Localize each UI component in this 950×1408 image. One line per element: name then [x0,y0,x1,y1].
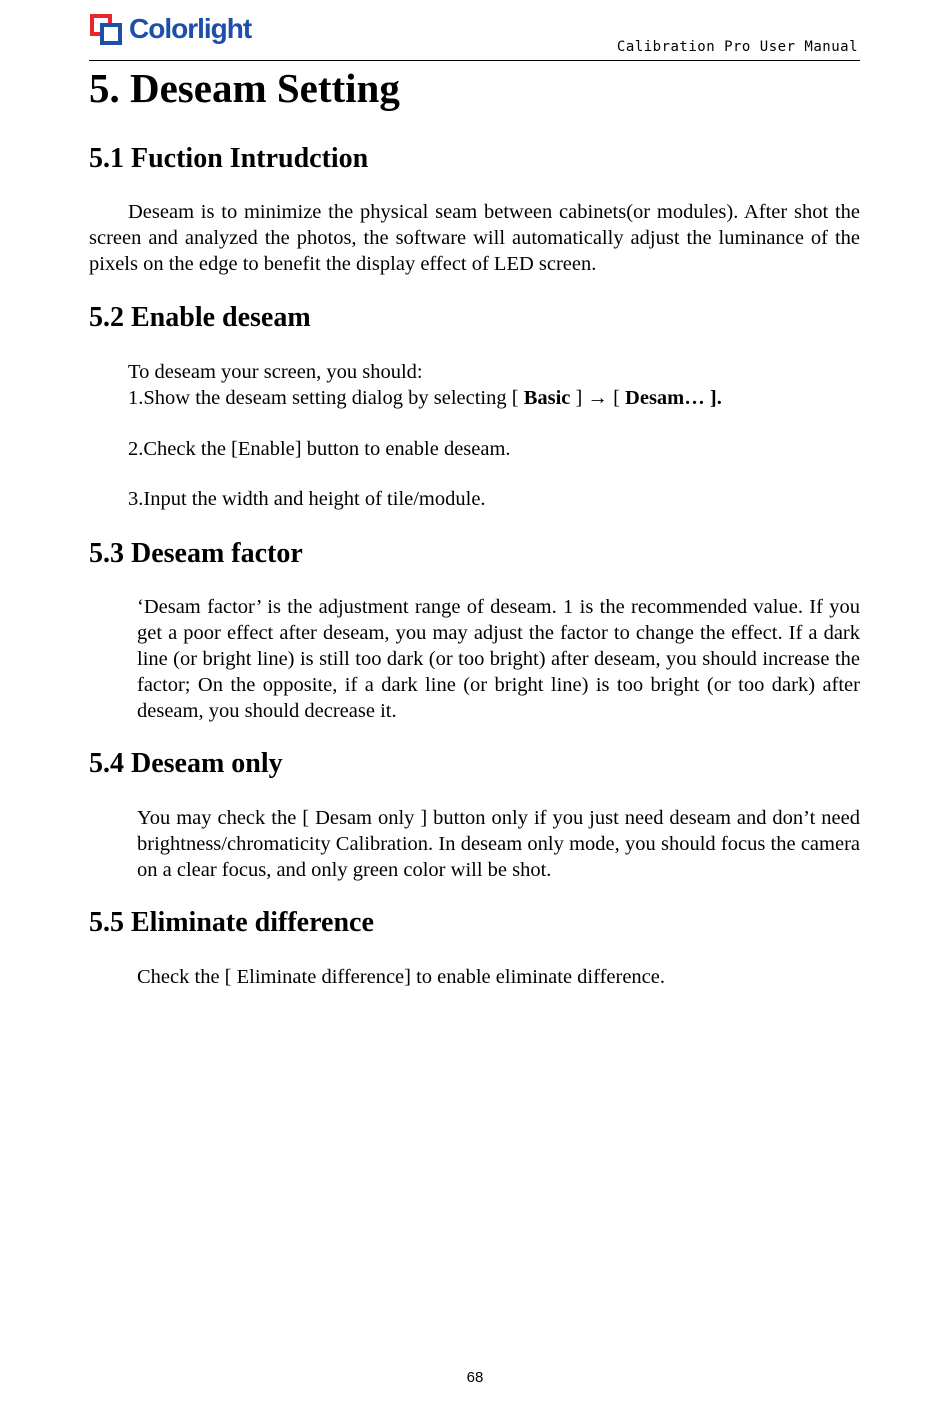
running-header-title: Calibration Pro User Manual [616,39,858,55]
section-heading-5-3: 5.3 Deseam factor [89,538,303,569]
logo-wordmark: Colorlight [129,13,252,44]
section-heading-5-5: 5.5 Eliminate difference [89,907,374,938]
basic-menu-label: Basic [523,387,571,409]
section-5-2-step-3: 3.Input the width and height of tile/module. [128,488,486,510]
section-5-4-paragraph: You may check the [ Desam only ] button only if you just need deseam and don’t need brightness/chromaticity Calibration. In deseam only mode, you should focus the camera on a clear focus, and only green color will be shot. [137,807,860,881]
step-1-arrow: ] → [ [570,387,626,409]
desam-menu-label: Desam… ]. [625,387,722,409]
section-heading-5-1: 5.1 Fuction Intrudction [89,143,369,174]
section-5-2-intro: To deseam your screen, you should: [128,361,423,383]
section-heading-5-2: 5.2 Enable deseam [89,302,311,333]
colorlight-logo-mark-icon [89,11,125,47]
section-5-1-paragraph: Deseam is to minimize the physical seam between cabinets(or modules). After shot the screen and analyzed the photos, the software will automatically adjust the luminance of the pixels on the edge to benefit the display effect of LED screen. [89,201,860,275]
page-number: 68 [466,1369,484,1386]
step-1-prefix: 1.Show the deseam setting dialog by selecting [ [128,387,524,409]
section-5-2-step-1 [128,385,722,411]
page-title: 5. Deseam Setting [89,65,400,111]
section-5-2-step-2: 2.Check the [Enable] button to enable deseam. [128,438,511,460]
section-heading-5-4: 5.4 Deseam only [89,748,283,779]
colorlight-logo [89,9,251,49]
section-5-3-paragraph: ‘Desam factor’ is the adjustment range of deseam. 1 is the recommended value. If you get a poor effect after deseam, you may adjust the factor to change the effect. If a dark line (or bright line) is still too dark (or too bright) after deseam, you should increase the factor; On the opposite, if a dark line (or bright line) is too bright (or too dark) after deseam, you should decrease it. [137,596,860,722]
section-5-5-paragraph: Check the [ Eliminate difference] to enable eliminate difference. [137,966,666,988]
header-divider [89,60,860,61]
